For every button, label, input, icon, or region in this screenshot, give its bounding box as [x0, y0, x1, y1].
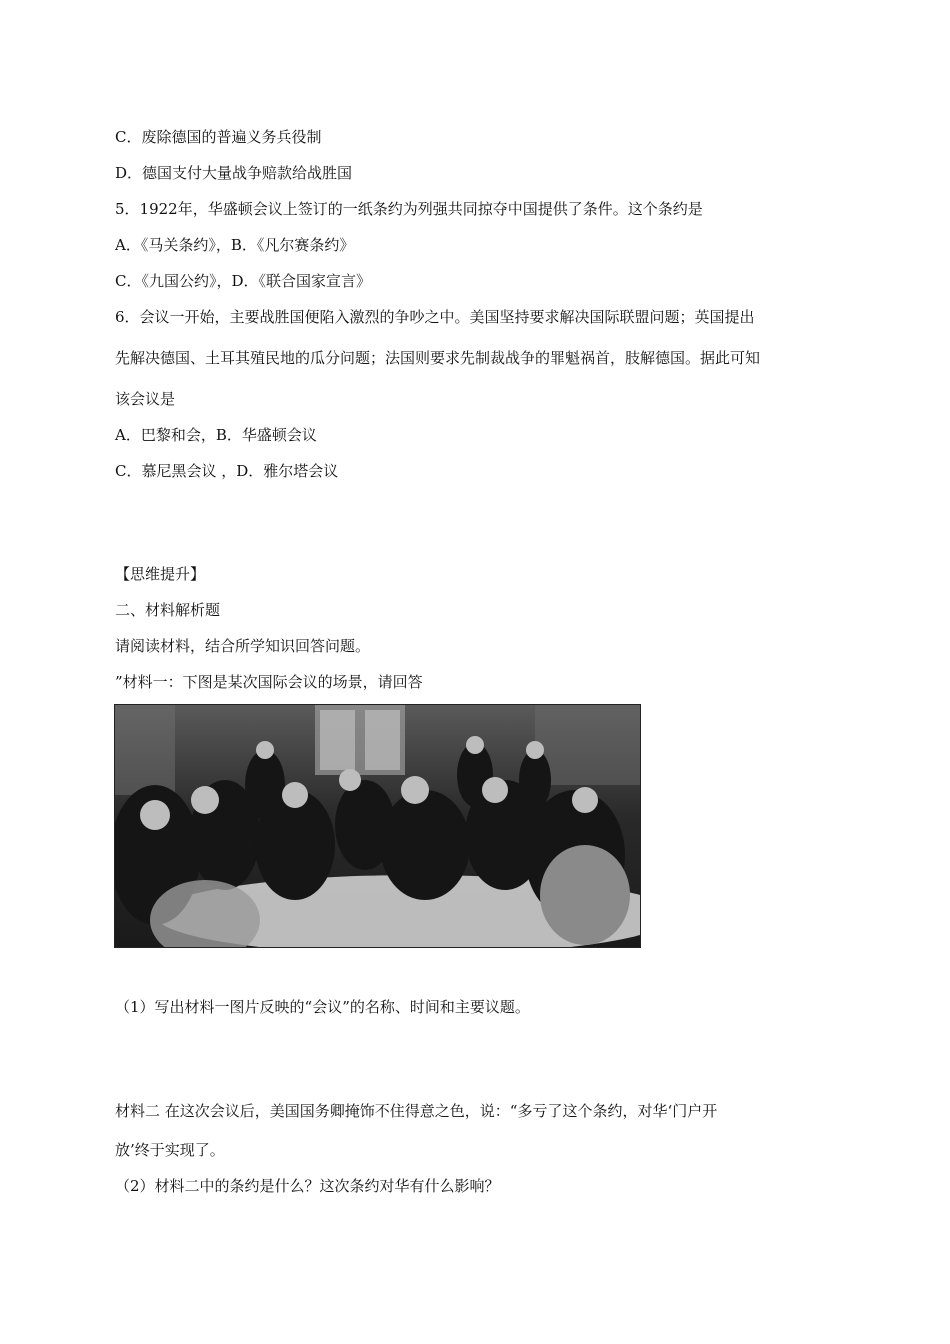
q6-options-cd: C．慕尼黑会议 ，D．雅尔塔会议	[115, 462, 339, 480]
question-1: （1）写出材料一图片反映的“会议”的名称、时间和主要议题。	[115, 998, 530, 1016]
section-tag: 【思维提升】	[115, 565, 206, 583]
material-2-line-2: 放’终于实现了。	[115, 1141, 225, 1159]
material-2-line-1: 材料二 在这次会议后，美国国务卿掩饰不住得意之色，说：“多亏了这个条约，对华‘门户开	[115, 1102, 718, 1120]
section-title: 二、材料解析题	[115, 601, 221, 619]
q5-options-ab: A．《马关条约》，B．《凡尔赛条约》	[115, 236, 355, 254]
instruction: 请阅读材料，结合所学知识回答问题。	[115, 637, 371, 655]
q5-options-cd: C．《九国公约》，D．《联合国家宣言》	[115, 272, 372, 290]
q4-option-c: C．废除德国的普遍义务兵役制	[115, 128, 322, 146]
material-1-intro: ”材料一：下图是某次国际会议的场景，请回答	[115, 673, 423, 691]
q4-option-d: D．德国支付大量战争赔款给战胜国	[115, 164, 353, 182]
q6-stem-line-3: 该会议是	[115, 390, 176, 408]
q6-options-ab: A．巴黎和会，B．华盛顿会议	[115, 426, 317, 444]
conference-photo-illustration	[115, 705, 640, 947]
q5-stem: 5．1922年，华盛顿会议上签订的一纸条约为列强共同掠夺中国提供了条件。这个条约是	[115, 200, 703, 218]
q6-stem-line-2: 先解决德国、土耳其殖民地的瓜分问题；法国则要求先制裁战争的罪魁祸首，肢解德国。据此可知	[115, 349, 761, 367]
conference-photo	[114, 704, 641, 948]
q6-stem-line-1: 6．会议一开始，主要战胜国便陷入激烈的争吵之中。美国坚持要求解决国际联盟问题；英国提出	[115, 308, 755, 326]
question-2: （2）材料二中的条约是什么？这次条约对华有什么影响？	[115, 1177, 500, 1195]
